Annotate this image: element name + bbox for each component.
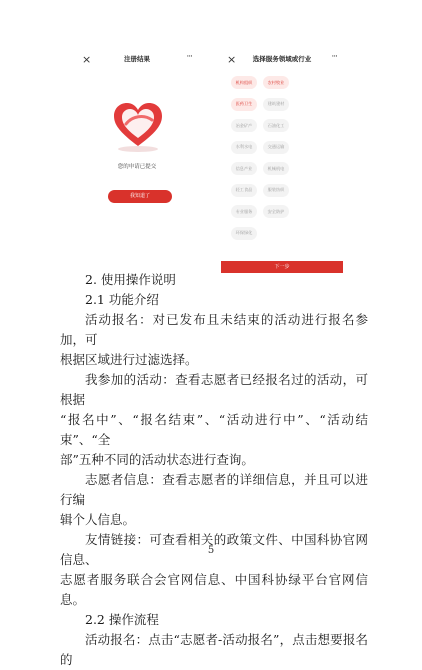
body-line: 志愿者信息：查看志愿者的详细信息，并且可以进行编 xyxy=(60,472,368,507)
chip-row xyxy=(231,205,335,218)
screen-header xyxy=(221,50,343,72)
chip-row xyxy=(231,184,335,197)
registration-result-screen xyxy=(76,50,198,268)
chip-row xyxy=(231,119,335,132)
body-line: 活动报名：点击“志愿者-活动报名”，点击想要报名的 xyxy=(60,632,368,667)
field-chip[interactable]: 轻工食品 xyxy=(231,184,257,197)
chip-row xyxy=(231,141,335,154)
page-number: 5 xyxy=(207,545,215,556)
field-chip[interactable]: 环保绿化 xyxy=(231,227,257,240)
field-chip[interactable]: 石油化工 xyxy=(263,119,289,132)
field-chip[interactable]: 安全防护 xyxy=(263,205,289,218)
next-step-button[interactable]: 下一步 xyxy=(221,261,343,273)
field-chip-grid xyxy=(231,76,335,248)
screen-title: 注册结果 xyxy=(124,55,150,63)
body-line: “报名中”、“报名结束”、“活动进行中”、“活动结束”、“全 xyxy=(60,412,368,447)
chip-row xyxy=(231,227,335,240)
more-icon[interactable]: ··· xyxy=(186,52,192,62)
body-line: 我参加的活动：查看志愿者已经报名过的活动，可根据 xyxy=(60,372,368,407)
body-line: 根据区域进行过滤选择。 xyxy=(60,352,198,367)
more-icon[interactable]: ··· xyxy=(331,52,337,62)
body-line: 部”五种不同的活动状态进行查询。 xyxy=(60,452,254,467)
close-icon[interactable]: × xyxy=(82,53,92,66)
field-chip[interactable]: 建筑建材 xyxy=(263,98,289,111)
subsection-heading: 2.1 功能介绍 xyxy=(85,292,159,307)
select-field-screen xyxy=(221,50,343,268)
got-it-button[interactable]: 我知道了 xyxy=(108,190,172,203)
heart-icon xyxy=(112,102,164,148)
section-heading: 2. 使用操作说明 xyxy=(85,272,176,287)
field-chip[interactable]: 机械机电 xyxy=(263,162,289,175)
field-chip[interactable]: 交通运输 xyxy=(263,141,289,154)
field-chip[interactable]: 冶金矿产 xyxy=(231,119,257,132)
screen-title: 选择服务领域或行业 xyxy=(252,55,312,63)
close-icon[interactable]: × xyxy=(227,53,237,66)
field-chip[interactable]: 医药卫生 xyxy=(231,98,257,111)
screen-header xyxy=(76,50,198,72)
body-line: 志愿者服务联合会官网信息、中国科协绿平台官网信息。 xyxy=(60,572,368,607)
body-line: 辑个人信息。 xyxy=(60,512,136,527)
document-body xyxy=(60,270,368,670)
body-line: 友情链接：可查看相关的政策文件、中国科协官网信息、 xyxy=(60,532,368,567)
field-chip[interactable]: 水利水电 xyxy=(231,141,257,154)
field-chip[interactable]: 机构组织 xyxy=(231,76,257,89)
field-chip[interactable]: 农村牧业 xyxy=(263,76,289,89)
body-line: 活动报名：对已发布且未结束的活动进行报名参加，可 xyxy=(60,312,368,347)
subsection-heading: 2.2 操作流程 xyxy=(85,612,159,627)
chip-row xyxy=(231,98,335,111)
field-chip[interactable]: 信息产业 xyxy=(231,162,257,175)
chip-row xyxy=(231,76,335,89)
chip-row xyxy=(231,162,335,175)
submitted-message: 您的申请已提交 xyxy=(117,164,157,170)
field-chip[interactable]: 专业服务 xyxy=(231,205,257,218)
field-chip[interactable]: 服装纺织 xyxy=(263,184,289,197)
